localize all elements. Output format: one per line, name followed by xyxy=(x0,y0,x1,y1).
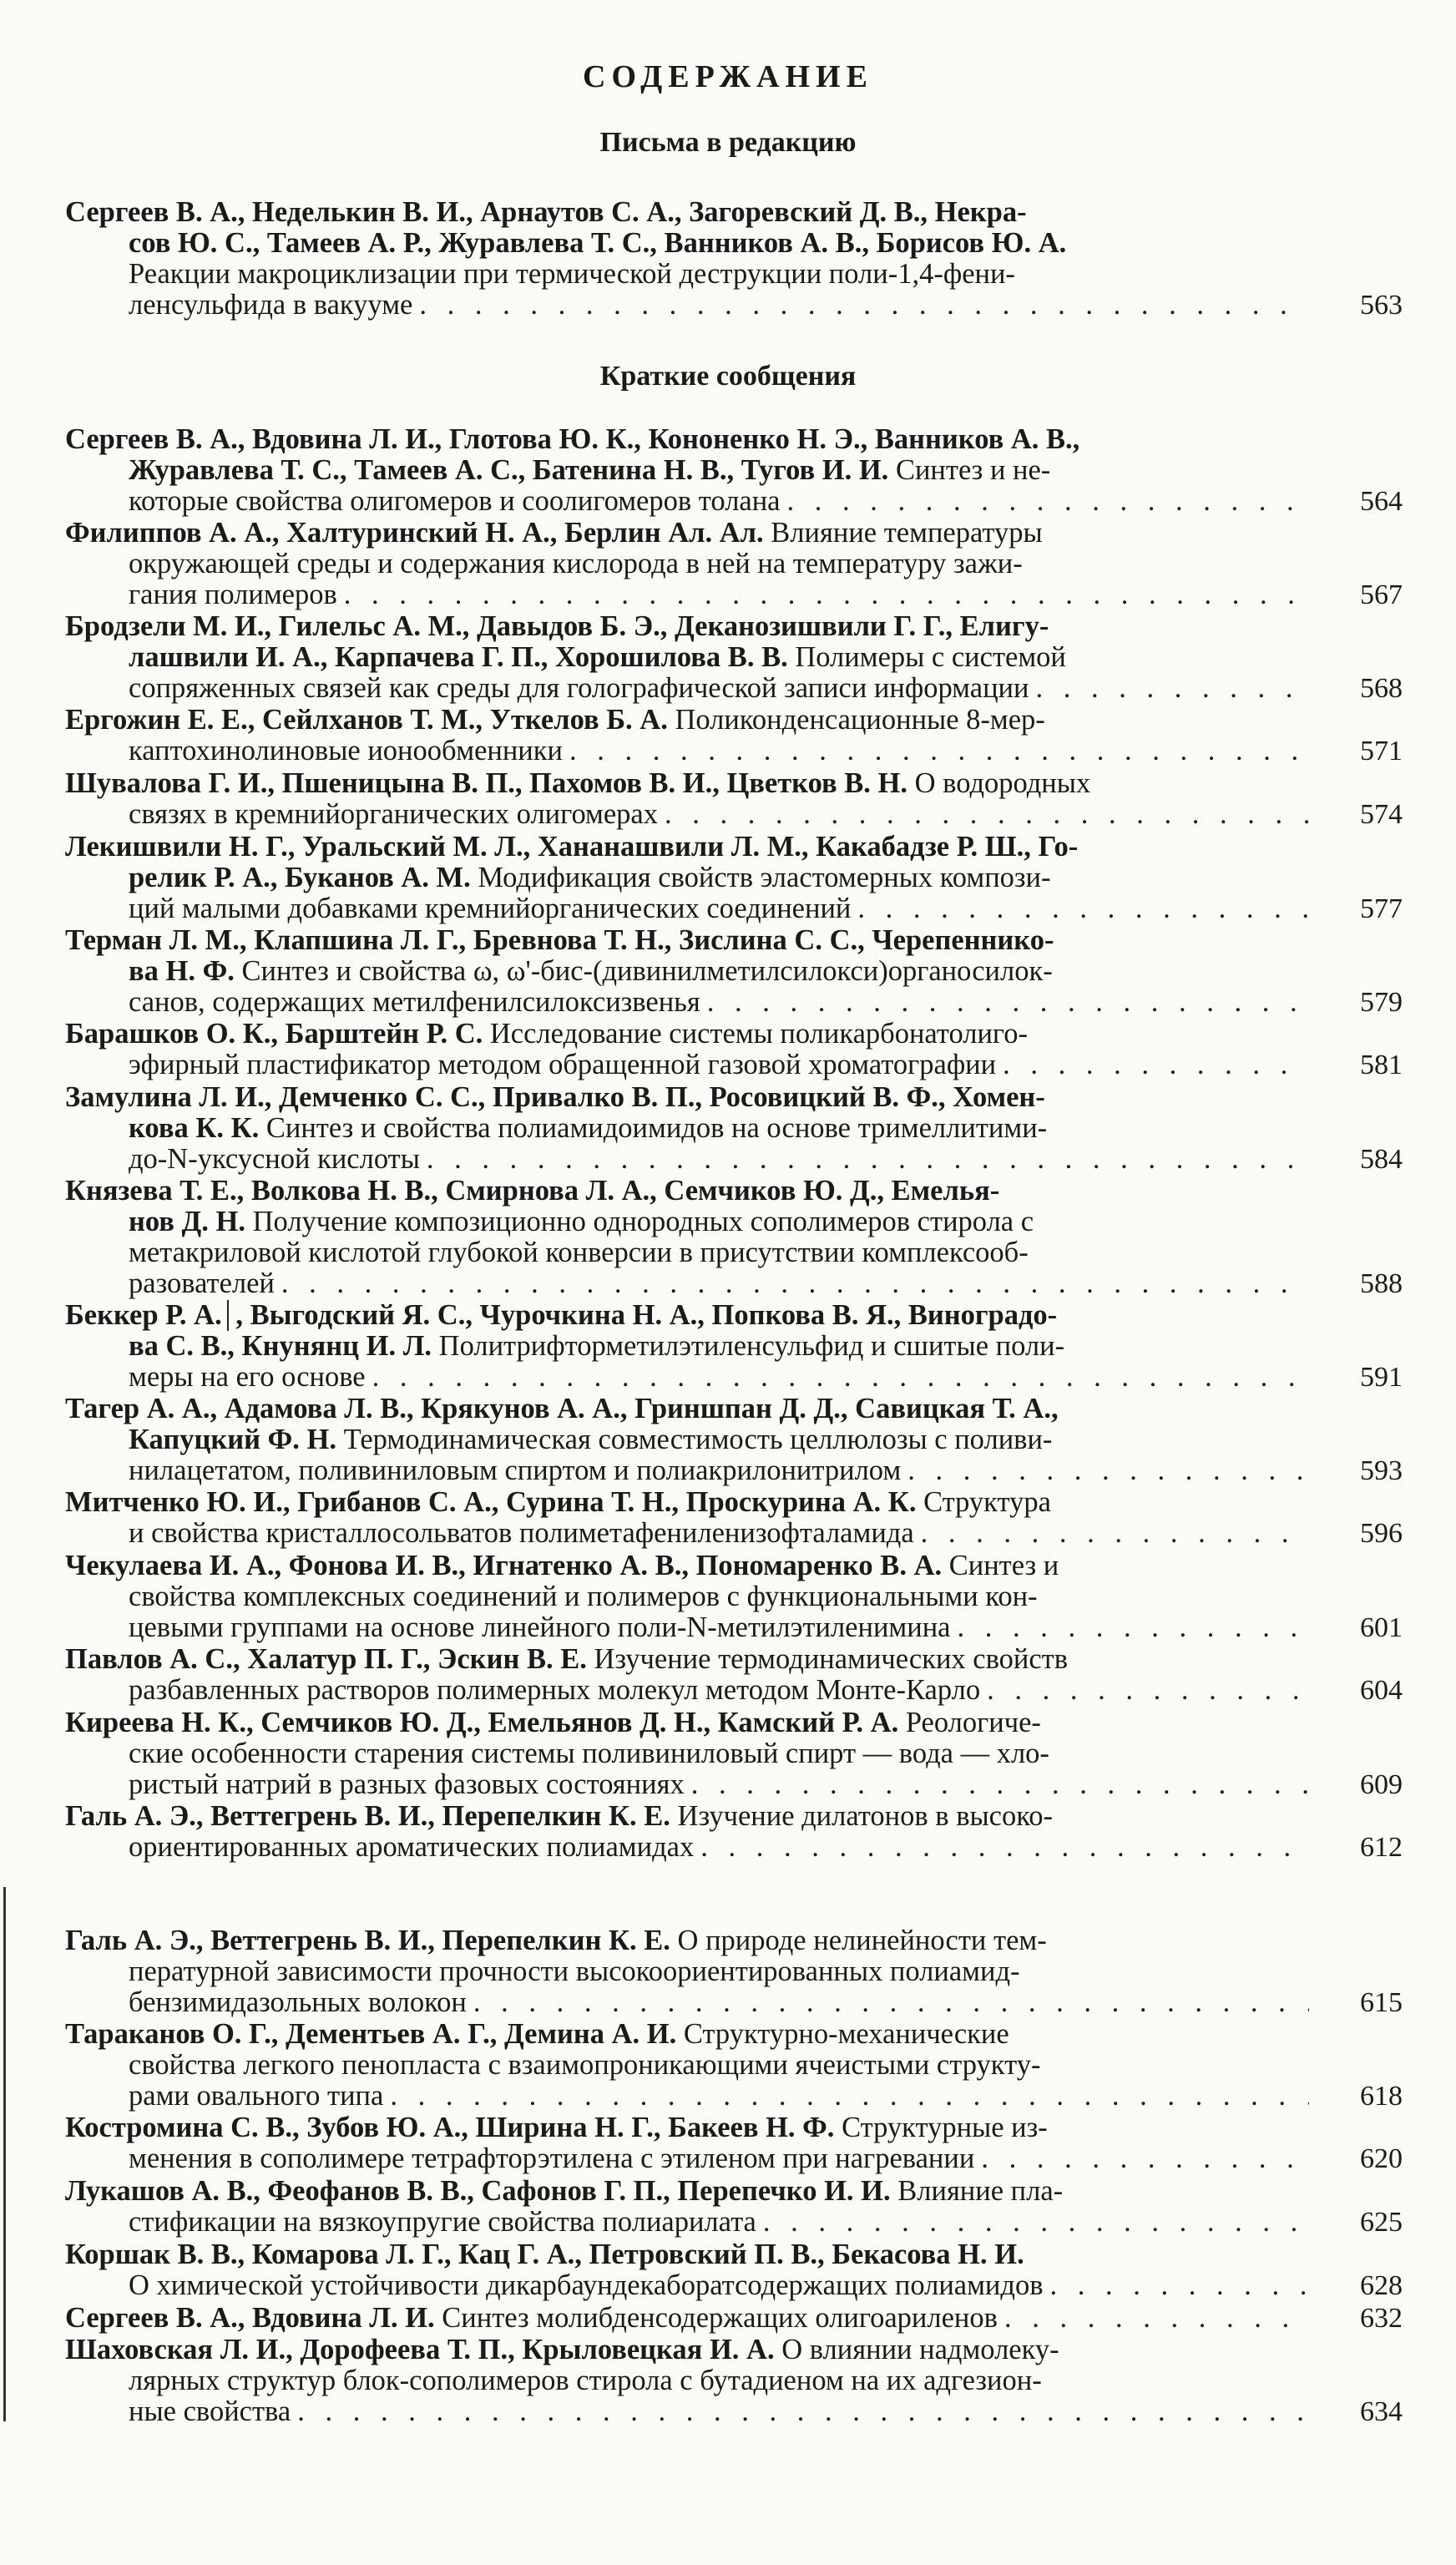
entry-title-text: О природе нелинейности тем- xyxy=(670,1925,1047,1956)
toc-entry xyxy=(65,424,1401,517)
toc-entry xyxy=(65,1176,1401,1299)
toc-entry-line xyxy=(65,2335,1401,2365)
toc-entry xyxy=(65,1019,1401,1080)
entry-title-text: Реологиче- xyxy=(898,1707,1041,1738)
toc-entry xyxy=(65,768,1401,830)
leader-dots xyxy=(998,2303,1309,2334)
entry-title-text: Синтез и не- xyxy=(888,455,1051,486)
leader-dots xyxy=(950,1612,1309,1643)
entry-title-text: Изучение термодинамических свойств xyxy=(586,1644,1069,1675)
toc-entry-line xyxy=(65,1455,1401,1486)
toc-entry-line xyxy=(65,1769,1401,1800)
section-title-brief: Краткие сообщения xyxy=(599,361,857,392)
leader-dots xyxy=(1029,673,1309,704)
entry-title-text: свойства комплексных соединений и полимеров с функциональными кон- xyxy=(129,1581,1038,1612)
toc-entry-line xyxy=(65,1987,1401,2018)
entry-page-number: 596 xyxy=(1360,1518,1403,1549)
toc-entry-line xyxy=(65,1707,1401,1738)
entry-title-text: гания полимеров xyxy=(129,579,337,610)
entry-page-number: 577 xyxy=(1360,893,1403,924)
entry-authors: Киреева Н. К., Семчиков Ю. Д., Емельянов Д. Н., Камский Р. А. xyxy=(65,1707,899,1738)
toc-entry-line xyxy=(65,197,1401,228)
toc-entry xyxy=(65,832,1401,924)
entry-title-text: сопряженных связей как среды для голографической записи информации xyxy=(129,673,1029,704)
toc-entry xyxy=(65,1300,1401,1393)
entry-title-text: и свойства кристаллосольватов полиметафениленизофталамида xyxy=(129,1518,914,1549)
toc-entry-line xyxy=(65,1268,1401,1299)
entry-authors: Терман Л. М., Клапшина Л. Г., Бревнова Т. Н., Зислина С. С., Черепеннико- xyxy=(65,925,1054,956)
entry-page-number: 564 xyxy=(1360,486,1403,517)
entry-authors: Барашков О. К., Барштейн Р. С. xyxy=(65,1019,483,1050)
toc-entry-line xyxy=(65,228,1401,259)
entry-authors: Тагер А. А., Адамова Л. В., Крякунов А. А., Гриншпан Д. Д., Савицкая Т. А., xyxy=(65,1394,1059,1424)
toc-entry xyxy=(65,1487,1401,1549)
leader-dots xyxy=(383,2081,1309,2112)
entry-authors: Журавлева Т. С., Тамеев А. С., Батенина Н. В., Тугов И. И. xyxy=(129,455,889,486)
toc-entry-line xyxy=(65,1394,1401,1424)
leader-dots xyxy=(851,893,1309,924)
toc-entry-line xyxy=(65,1144,1401,1175)
toc-entry xyxy=(65,611,1401,704)
leader-dots xyxy=(980,1675,1309,1706)
entry-authors: Лукашов А. В., Феофанов В. В., Сафонов Г. П., Перепечко И. И. xyxy=(65,2176,891,2207)
leader-dots xyxy=(756,2207,1309,2238)
toc-entry xyxy=(65,1644,1401,1706)
toc-entry-line xyxy=(65,987,1401,1018)
entry-page-number: 634 xyxy=(1360,2396,1403,2427)
entry-authors: Сергеев В. А., Неделькин В. И., Арнаутов С. А., Загоревский Д. В., Некра- xyxy=(65,197,1027,228)
toc-entry-line xyxy=(65,956,1401,987)
toc-entry-line xyxy=(65,1050,1401,1080)
toc-entry xyxy=(65,2335,1401,2427)
toc-entry xyxy=(65,705,1401,766)
toc-entry xyxy=(65,2303,1401,2334)
leader-dots xyxy=(996,1050,1309,1080)
entry-title-text: лярных структур блок-сополимеров стирола с бутадиеном на их адгезион- xyxy=(129,2365,1042,2396)
toc-entry xyxy=(65,2019,1401,2112)
entry-page-number: 620 xyxy=(1360,2143,1403,2174)
leader-dots xyxy=(974,2143,1309,2174)
entry-title-text: меры на его основе xyxy=(129,1362,366,1393)
entry-page-number: 579 xyxy=(1360,987,1403,1018)
entry-title-text: Полимеры с системой xyxy=(787,642,1066,673)
toc-entry-line xyxy=(65,2207,1401,2238)
entry-title-text: Структурно-механические xyxy=(676,2019,1009,2050)
toc-entry-line xyxy=(65,1113,1401,1144)
entry-author-boxed: Беккер Р. А. xyxy=(65,1300,229,1331)
entry-title-text: Поликонденсационные 8-мер- xyxy=(667,705,1045,736)
entry-authors: Филиппов А. А., Халтуринский Н. А., Берлин Ал. Ал. xyxy=(65,518,764,549)
toc-entry-line xyxy=(65,1925,1401,1956)
entry-authors: Галь А. Э., Веттегрень В. И., Перепелкин К. Е. xyxy=(65,1925,670,1956)
entry-title-text: свойства легкого пенопласта с взаимопроникающими ячеистыми структу- xyxy=(129,2050,1041,2081)
toc-entry xyxy=(65,2239,1401,2301)
toc-entry-line xyxy=(65,290,1401,321)
leader-dots xyxy=(291,2396,1309,2427)
toc-entry-line xyxy=(65,1207,1401,1237)
entry-title-text: О влиянии надмолеку- xyxy=(774,2335,1059,2365)
entry-title-text: ские особенности старения системы поливиниловый спирт — вода — хло- xyxy=(129,1738,1049,1769)
toc-entry-line xyxy=(65,863,1401,893)
entry-authors: Ергожин Е. Е., Сейлханов Т. М., Уткелов Б. А. xyxy=(65,705,668,736)
entry-title-text: нилацетатом, поливиниловым спиртом и полиакрилонитрилом xyxy=(129,1455,902,1486)
entry-title-text: разователей xyxy=(129,1268,275,1299)
toc-entry xyxy=(65,197,1401,321)
entry-authors: Сергеев В. А., Вдовина Л. И. xyxy=(65,2303,435,2334)
entry-title-text: связях в кремнийорганических олигомерах xyxy=(129,799,658,830)
toc-entry-line xyxy=(65,1237,1401,1268)
entry-title-text: Получение композиционно однородных сополимеров стирола с xyxy=(245,1207,1034,1237)
toc-entry-line xyxy=(65,2396,1401,2427)
entry-title-text: Модификация свойств эластомерных компози- xyxy=(470,863,1051,893)
entry-authors: нов Д. Н. xyxy=(129,1207,245,1237)
entry-page-number: 584 xyxy=(1360,1144,1403,1175)
toc-entry-line xyxy=(65,1019,1401,1050)
entry-title-text: О химической устойчивости дикарбаундекаборатсодержащих полиамидов xyxy=(129,2270,1044,2301)
toc-entry-line xyxy=(65,1956,1401,1987)
toc-entry-line xyxy=(65,2081,1401,2112)
entry-title-text: Структура xyxy=(916,1487,1051,1518)
entry-authors: ва Н. Ф. xyxy=(129,956,235,987)
entry-title-text: Реакции макроциклизации при термической деструкции поли-1,4-фени- xyxy=(129,259,1015,290)
entry-page-number: 609 xyxy=(1360,1769,1403,1800)
toc-entry-line xyxy=(65,1424,1401,1455)
entry-authors: Чекулаева И. А., Фонова И. В., Игнатенко А. В., Пономаренко В. А. xyxy=(65,1551,943,1581)
toc-entry xyxy=(65,2112,1401,2174)
leader-dots xyxy=(901,1455,1309,1486)
entry-authors: Замулина Л. И., Демченко С. С., Привалко В. П., Росовицкий В. Ф., Хомен- xyxy=(65,1082,1045,1113)
toc-entry-line xyxy=(65,736,1401,766)
leader-dots xyxy=(1044,2270,1310,2301)
entry-page-number: 612 xyxy=(1360,1832,1403,1863)
entry-title-text: Термодинамическая совместимость целлюлозы с поливи- xyxy=(336,1424,1053,1455)
toc-entry-line xyxy=(65,705,1401,736)
toc-entry-line xyxy=(65,1801,1401,1832)
leader-dots xyxy=(467,1987,1309,2018)
toc-entry-line xyxy=(65,2239,1401,2270)
toc-entry-line xyxy=(65,799,1401,830)
entry-title-text: Синтез молибденсодержащих олигоариленов xyxy=(434,2303,998,2334)
entry-title-text: рами овального типа xyxy=(129,2081,384,2112)
entry-authors: Костромина С. В., Зубов Ю. А., Ширина Н. Г., Бакеев Н. Ф. xyxy=(65,2112,835,2143)
leader-dots xyxy=(412,290,1309,321)
toc-entry xyxy=(65,1925,1401,2018)
toc-entry-line xyxy=(65,1644,1401,1675)
toc-entry xyxy=(65,925,1401,1018)
entry-title-text: ные свойства xyxy=(129,2396,291,2427)
toc-entry-line xyxy=(65,1331,1401,1362)
toc-entry-line xyxy=(65,925,1401,956)
entry-page-number: 581 xyxy=(1360,1050,1403,1080)
toc-entry-line xyxy=(65,2270,1401,2301)
entry-title-text: до-N-уксусной кислоты xyxy=(129,1144,420,1175)
entry-page-number: 568 xyxy=(1360,673,1403,704)
entry-title-text: окружающей среды и содержания кислорода в ней на температуру зажи- xyxy=(129,549,1023,579)
entry-title-text: метакриловой кислотой глубокой конверсии в присутствии комплексооб- xyxy=(129,1237,1029,1268)
toc-entry-line xyxy=(65,832,1401,863)
entry-title-text: ленсульфида в вакууме xyxy=(129,290,413,321)
entry-page-number: 618 xyxy=(1360,2081,1403,2112)
entry-authors: Князева Т. Е., Волкова Н. В., Смирнова Л. А., Семчиков Ю. Д., Емелья- xyxy=(65,1176,1000,1207)
toc-entry-line xyxy=(65,1581,1401,1612)
toc-entry-line xyxy=(65,2176,1401,2207)
toc-entry-line xyxy=(65,2143,1401,2174)
entry-authors: Коршак В. В., Комарова Л. Г., Кац Г. А., Петровский П. В., Бекасова Н. И. xyxy=(65,2239,1024,2270)
entry-authors: Капуцкий Ф. Н. xyxy=(129,1424,336,1455)
entry-page-number: 563 xyxy=(1360,290,1403,321)
leader-dots xyxy=(337,579,1309,610)
entry-title-text: Влияние температуры xyxy=(763,518,1043,549)
toc-entry xyxy=(65,518,1401,610)
entry-page-number: 604 xyxy=(1360,1675,1403,1706)
entry-authors: Шувалова Г. И., Пшеницына В. П., Пахомов В. И., Цветков В. Н. xyxy=(65,768,907,799)
entry-title-text: ций малыми добавками кремнийорганических соединений xyxy=(129,893,852,924)
entry-title-text: Политрифторметилэтиленсульфид и сшитые поли- xyxy=(432,1331,1065,1362)
entry-page-number: 571 xyxy=(1360,736,1403,766)
leader-dots xyxy=(563,736,1309,766)
entry-authors: Тараканов О. Г., Дементьев А. Г., Демина А. И. xyxy=(65,2019,677,2050)
entry-page-number: 591 xyxy=(1360,1362,1403,1393)
entry-authors: сов Ю. С., Тамеев А. Р., Журавлева Т. С., Ванников А. В., Борисов Ю. А. xyxy=(129,228,1067,259)
entry-authors: лашвили И. А., Карпачева Г. П., Хорошилова В. В. xyxy=(129,642,788,673)
toc-entry-line xyxy=(65,611,1401,642)
leader-dots xyxy=(275,1268,1309,1299)
toc-entry-line xyxy=(65,518,1401,549)
toc-entry-line xyxy=(65,2112,1401,2143)
entry-title-text: Синтез и xyxy=(942,1551,1059,1581)
entry-title-text: Синтез и свойства полиамидоимидов на основе тримеллитими- xyxy=(259,1113,1048,1144)
entry-authors: Лекишвили Н. Г., Уральский М. Л., Хананашвили Л. М., Какабадзе Р. Ш., Го- xyxy=(65,832,1079,863)
entry-authors: Павлов А. С., Халатур П. Г., Эскин В. Е. xyxy=(65,1644,587,1675)
entry-title-text: пературной зависимости прочности высокоориентированных полиамид- xyxy=(129,1956,1020,1987)
leader-dots xyxy=(685,1769,1309,1800)
entry-authors: кова К. К. xyxy=(129,1113,260,1144)
entry-title-text: Исследование системы поликарбонатолиго- xyxy=(483,1019,1028,1050)
entry-page-number: 574 xyxy=(1360,799,1403,830)
page-title: СОДЕРЖАНИЕ xyxy=(583,59,873,94)
entry-page-number: 593 xyxy=(1360,1455,1403,1486)
entry-authors: ва С. В., Кнунянц И. Л. xyxy=(129,1331,432,1362)
toc-entry-line xyxy=(65,1551,1401,1581)
toc-entry-line xyxy=(65,455,1401,486)
scan-margin-mark xyxy=(3,1887,6,2421)
entry-page-number: 632 xyxy=(1360,2303,1403,2334)
entry-authors: релик Р. А., Буканов А. М. xyxy=(129,863,471,893)
toc-entry-line xyxy=(65,1832,1401,1863)
toc-entry-line xyxy=(65,424,1401,455)
entry-title-text: санов, содержащих метилфенилсилоксизвенья xyxy=(129,987,700,1018)
toc-entry xyxy=(65,1082,1401,1175)
toc-entry-line xyxy=(65,2365,1401,2396)
toc-entry-line xyxy=(65,1176,1401,1207)
entry-page-number: 601 xyxy=(1360,1612,1403,1643)
toc-entry-line xyxy=(65,642,1401,673)
entry-page-number: 588 xyxy=(1360,1268,1403,1299)
entry-title-text: цевыми группами на основе линейного поли-N-метилэтиленимина xyxy=(129,1612,951,1643)
toc-entry-line xyxy=(65,579,1401,610)
entry-page-number: 628 xyxy=(1360,2270,1403,2301)
toc-entry-line xyxy=(65,2019,1401,2050)
entry-title-text: О водородных xyxy=(907,768,1091,799)
entry-title-text: разбавленных растворов полимерных молекул методом Монте-Карло xyxy=(129,1675,981,1706)
entry-authors: Сергеев В. А., Вдовина Л. И., Глотова Ю. К., Кононенко Н. Э., Ванников А. В., xyxy=(65,424,1080,455)
toc-entry xyxy=(65,1551,1401,1643)
leader-dots xyxy=(694,1832,1309,1863)
entry-title-text: которые свойства олигомеров и соолигомеров толана xyxy=(129,486,781,517)
entry-title-text: ориентированных ароматических полиамидах xyxy=(129,1832,695,1863)
entry-title-text: эфирный пластификатор методом обращенной газовой хроматографии xyxy=(129,1050,997,1080)
toc-entry-line xyxy=(65,1487,1401,1518)
toc-entry-line xyxy=(65,1082,1401,1113)
toc-entry-line xyxy=(65,2050,1401,2081)
entry-title-text: каптохинолиновые ионообменники xyxy=(129,736,563,766)
toc-entry-line xyxy=(65,1362,1401,1393)
toc-entry-line xyxy=(65,259,1401,290)
entry-authors: , Выгодский Я. С., Чурочкина Н. А., Попкова В. Я., Виноградо- xyxy=(228,1300,1058,1331)
toc-entry-line xyxy=(65,549,1401,579)
entry-page-number: 615 xyxy=(1360,1987,1403,2018)
leader-dots xyxy=(700,987,1309,1018)
leader-dots xyxy=(420,1144,1309,1175)
leader-dots xyxy=(366,1362,1309,1393)
toc-entry xyxy=(65,1394,1401,1486)
entry-authors: Митченко Ю. И., Грибанов С. А., Сурина Т. Н., Проскурина А. К. xyxy=(65,1487,917,1518)
toc-entry xyxy=(65,2176,1401,2238)
toc-entry-line xyxy=(65,2303,1401,2334)
toc-entry-line xyxy=(65,1675,1401,1706)
entry-title-text: менения в сополимере тетрафторэтилена с этиленом при нагревании xyxy=(129,2143,975,2174)
entry-title-text: стификации на вязкоупругие свойства полиарилата xyxy=(129,2207,756,2238)
entry-page-number: 567 xyxy=(1360,579,1403,610)
section-title-letters: Письма в редакцию xyxy=(599,127,857,158)
toc-entry-line xyxy=(65,1518,1401,1549)
entry-title-text: бензимидазольных волокон xyxy=(129,1987,467,2018)
entry-authors: Бродзели М. И., Гилельс А. М., Давыдов Б. Э., Деканозишвили Г. Г., Елигу- xyxy=(65,611,1049,642)
toc-entry-line xyxy=(65,1300,1401,1331)
leader-dots xyxy=(914,1518,1309,1549)
leader-dots xyxy=(658,799,1309,830)
entry-authors: Шаховская Л. И., Дорофеева Т. П., Крыловецкая И. А. xyxy=(65,2335,775,2365)
entry-title-text: ристый натрий в разных фазовых состояниях xyxy=(129,1769,685,1800)
entry-title-text: Структурные из- xyxy=(834,2112,1048,2143)
entry-title-text: Влияние пла- xyxy=(890,2176,1064,2207)
entry-page-number: 625 xyxy=(1360,2207,1403,2238)
toc-entry-line xyxy=(65,893,1401,924)
toc-entry-line xyxy=(65,1612,1401,1643)
entry-authors: Галь А. Э., Веттегрень В. И., Перепелкин К. Е. xyxy=(65,1801,670,1832)
toc-entry xyxy=(65,1707,1401,1800)
toc-entry-line xyxy=(65,673,1401,704)
leader-dots xyxy=(781,486,1310,517)
toc-entry-line xyxy=(65,1738,1401,1769)
toc-entry-line xyxy=(65,768,1401,799)
toc-entry xyxy=(65,1801,1401,1863)
entry-title-text: Изучение дилатонов в высоко- xyxy=(670,1801,1053,1832)
entry-title-text: Синтез и свойства ω, ω'-бис-(дивинилметилсилокси)органосилок- xyxy=(234,956,1053,987)
toc-entry-line xyxy=(65,486,1401,517)
